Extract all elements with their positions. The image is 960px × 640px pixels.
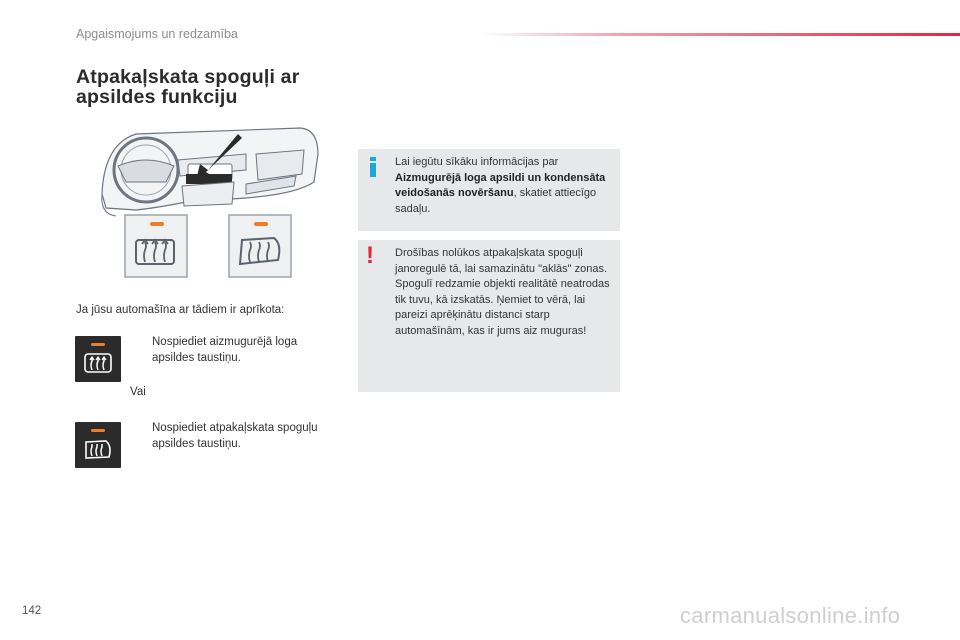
mirror-defrost-button-icon: [75, 422, 121, 468]
step-2: [130, 420, 340, 460]
header-accent-line: [480, 33, 960, 36]
section-header: Apgaismojums un redzamība: [76, 27, 238, 41]
indicator-led: [91, 343, 105, 346]
info-text-bold: Aizmugurējā loga apsildi un kondensāta veidošanās novēršanu: [395, 171, 606, 199]
or-label: Vai: [130, 386, 146, 398]
page-number: 142: [22, 605, 42, 617]
page-title-line2: apsildes funkciju: [76, 86, 238, 108]
mirror-button-illustration: [228, 214, 292, 278]
rear-window-defrost-button-icon: [75, 336, 121, 382]
info-box: [358, 149, 620, 231]
page-title-line1: Atpakaļskata spoguļi ar: [76, 66, 300, 88]
step-1-text: Nospiediet aizmugurējā loga apsildes taustiņu.: [152, 336, 298, 364]
warning-box: [358, 240, 620, 392]
watermark: carmanualsonline.info: [680, 603, 901, 628]
info-text: [395, 155, 615, 217]
info-text-part1: Lai iegūtu sīkāku informācijas par: [395, 156, 559, 168]
page-title: [76, 67, 300, 107]
info-text-part2: , skatiet attiecīgo sadaļu.: [395, 187, 597, 215]
rear-window-defrost-icon: [84, 352, 112, 374]
mirror-defrost-icon: [84, 438, 112, 460]
step-1: [130, 334, 340, 374]
warning-text: Drošības nolūkos atpakaļskata spoguļi janoregulē tā, lai samazinātu "aklās" zonas. Spogulī redzamie objekti realitātē neatrodas tik tuvu, kā izskatās. Ņemiet to vērā, lai pareizi aprēķinātu distanci starp automašīnām, kas ir jums aiz muguras!: [395, 247, 610, 337]
info-icon: [368, 155, 378, 179]
warning-icon: !: [366, 242, 374, 269]
step-2-text: Nospiediet atpakaļskata spoguļu apsildes taustiņu.: [152, 422, 318, 450]
intro-text: Ja jūsu automašīna ar tādiem ir aprīkota:: [76, 304, 285, 316]
rear-window-button-illustration: [124, 214, 188, 278]
indicator-led: [91, 429, 105, 432]
